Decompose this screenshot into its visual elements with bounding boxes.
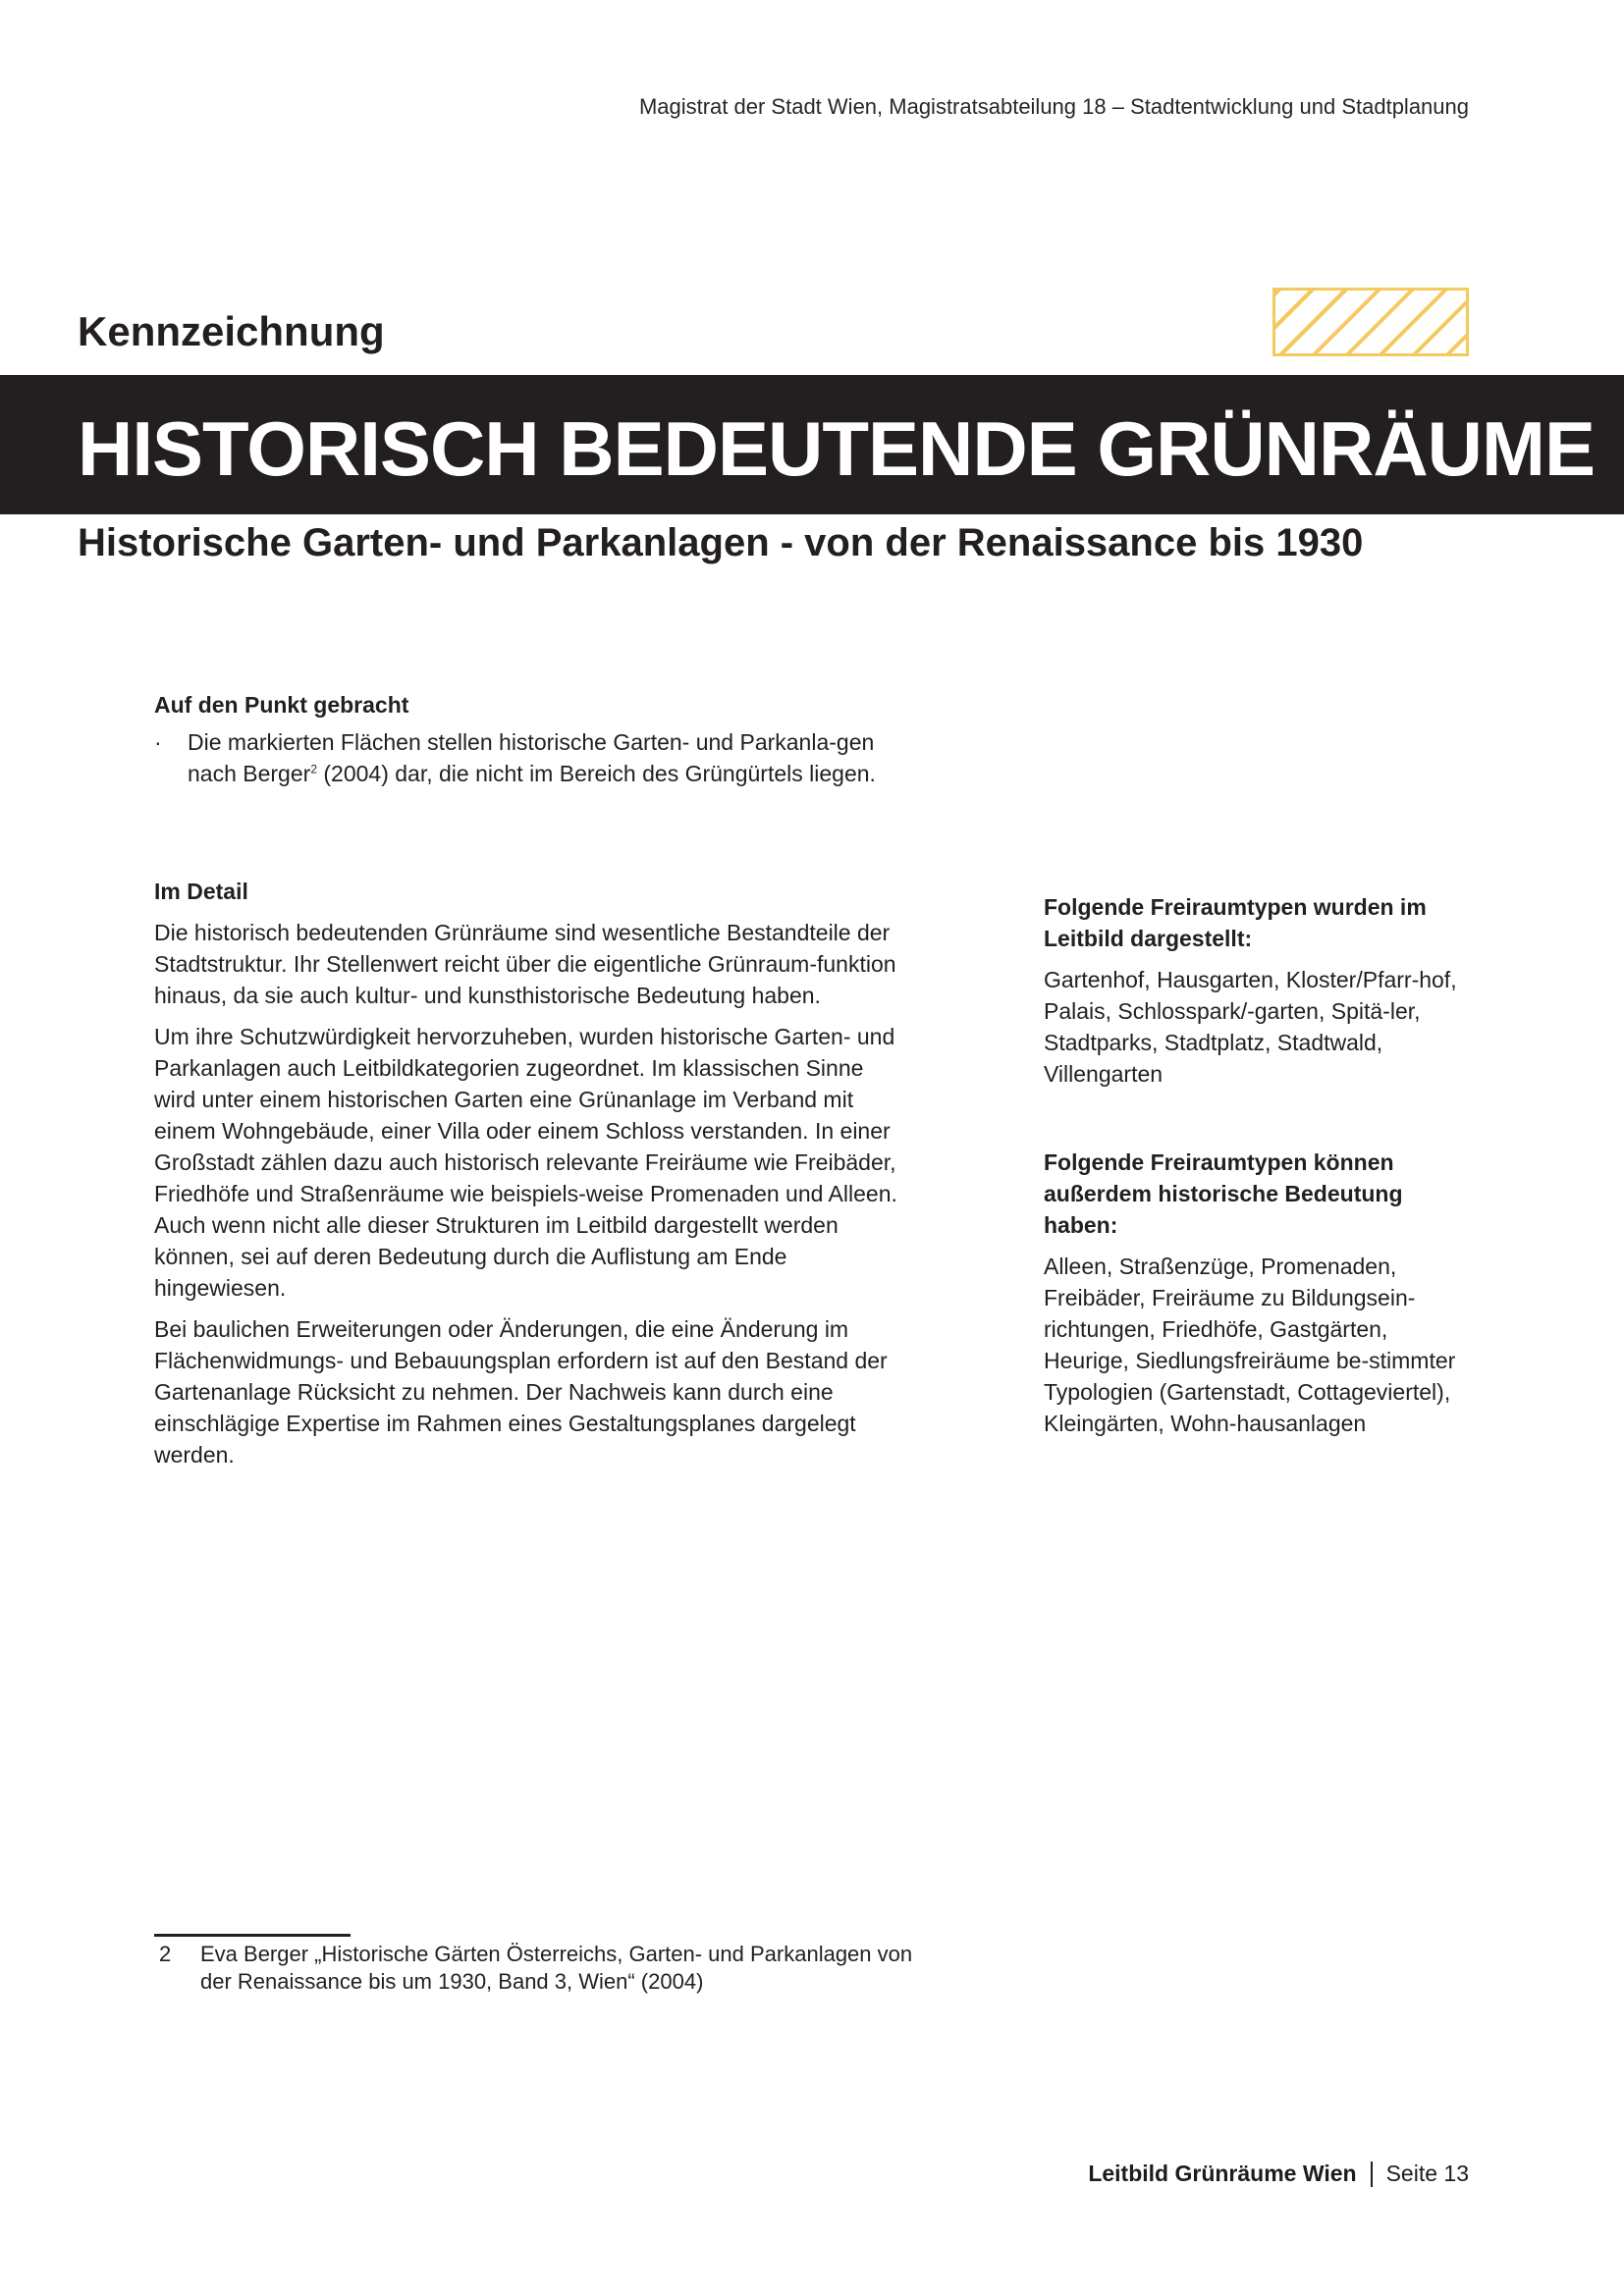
footnote (154, 1941, 920, 1996)
bullet-text-before: Die markierten Flächen stellen historische Garten- und Parkanla-gen nach Berger (188, 729, 875, 786)
bullet-icon: · (154, 729, 162, 755)
side-block-2-heading: Folgende Freiraumtypen können außerdem historische Bedeutung haben: (1044, 1149, 1403, 1238)
page-footer (1088, 2161, 1469, 2187)
page-subtitle: Historische Garten- und Parkanlagen - von der Renaissance bis 1930 (78, 521, 1364, 564)
summary-section (154, 689, 910, 789)
title-banner (0, 375, 1624, 514)
side-block-1-heading: Folgende Freiraumtypen wurden im Leitbild dargestellt: (1044, 894, 1427, 951)
side-block-2 (1044, 1147, 1476, 1439)
side-block-2-text: Alleen, Straßenzüge, Promenaden, Freibäder, Freiräume zu Bildungsein-richtungen, Friedhöfe, Gastgärten, Heurige, Siedlungsfreiräume be-stimmter Typologien (Gartenstadt, Cottageviertel), Kleingärten, Wohn-hausanlagen (1044, 1254, 1456, 1436)
header-organization: Magistrat der Stadt Wien, Magistratsabteilung 18 – Stadtentwicklung und Stadtplanung (638, 94, 1469, 119)
footnote-divider (154, 1934, 351, 1937)
footer-title: Leitbild Grünräume Wien (1088, 2161, 1357, 2186)
summary-bullet-text (188, 726, 910, 789)
detail-heading: Im Detail (154, 879, 248, 904)
summary-heading: Auf den Punkt gebracht (154, 692, 409, 718)
hatched-legend-swatch (1272, 288, 1469, 356)
side-block-1 (1044, 891, 1476, 1090)
footnote-number: 2 (159, 1942, 172, 1966)
page-title: HISTORISCH BEDEUTENDE GRÜNRÄUME (78, 405, 1595, 492)
page-number: Seite 13 (1385, 2161, 1469, 2186)
kennzeichnung-label: Kennzeichnung (78, 308, 385, 354)
footer-separator (1371, 2162, 1373, 2187)
summary-bullet (154, 726, 910, 789)
footnote-ref[interactable]: 2 (310, 762, 317, 776)
bullet-text-after: (2004) dar, die nicht im Bereich des Grüngürtels liegen. (317, 761, 876, 786)
detail-section (154, 876, 910, 1470)
detail-paragraph-2: Um ihre Schutzwürdigkeit hervorzuheben, wurden historische Garten- und Parkanlagen auch Leitbildkategorien zugeordnet. Im klassischen Sinne wird unter einem historischen Garten eine Grünanlage im Verband mit einem Wohngebäude, einer Villa oder einem Schloss verstanden. In einer Großstadt zählen dazu auch historisch relevante Freiräume wie Freibäder, Friedhöfe und Straßenräume wie beispiels-weise Promenaden und Alleen. Auch wenn nicht alle dieser Strukturen im Leitbild dargestellt werden können, sei auf deren Bedeutung durch die Auflistung am Ende hingewiesen. (154, 1024, 897, 1301)
side-block-1-text: Gartenhof, Hausgarten, Kloster/Pfarr-hof, Palais, Schlosspark/-garten, Spitä-ler, Stadtparks, Stadtplatz, Stadtwald, Villengarten (1044, 967, 1457, 1087)
detail-paragraph-1: Die historisch bedeutenden Grünräume sind wesentliche Bestandteile der Stadtstruktur. Ihr Stellenwert reicht über die eigentliche Grünraum-funktion hinaus, da sie auch kultur- und kunsthistorische Bedeutung haben. (154, 920, 896, 1008)
footnote-text: Eva Berger „Historische Gärten Österreichs, Garten- und Parkanlagen von der Renaissance bis um 1930, Band 3, Wien“ (2004) (200, 1942, 913, 1994)
detail-paragraph-3: Bei baulichen Erweiterungen oder Änderungen, die eine Änderung im Flächenwidmungs- und Bebauungsplan erfordern ist auf den Bestand der Gartenanlage Rücksicht zu nehmen. Der Nachweis kann durch eine einschlägige Expertise im Rahmen eines Gestaltungsplanes dargelegt werden. (154, 1316, 888, 1468)
